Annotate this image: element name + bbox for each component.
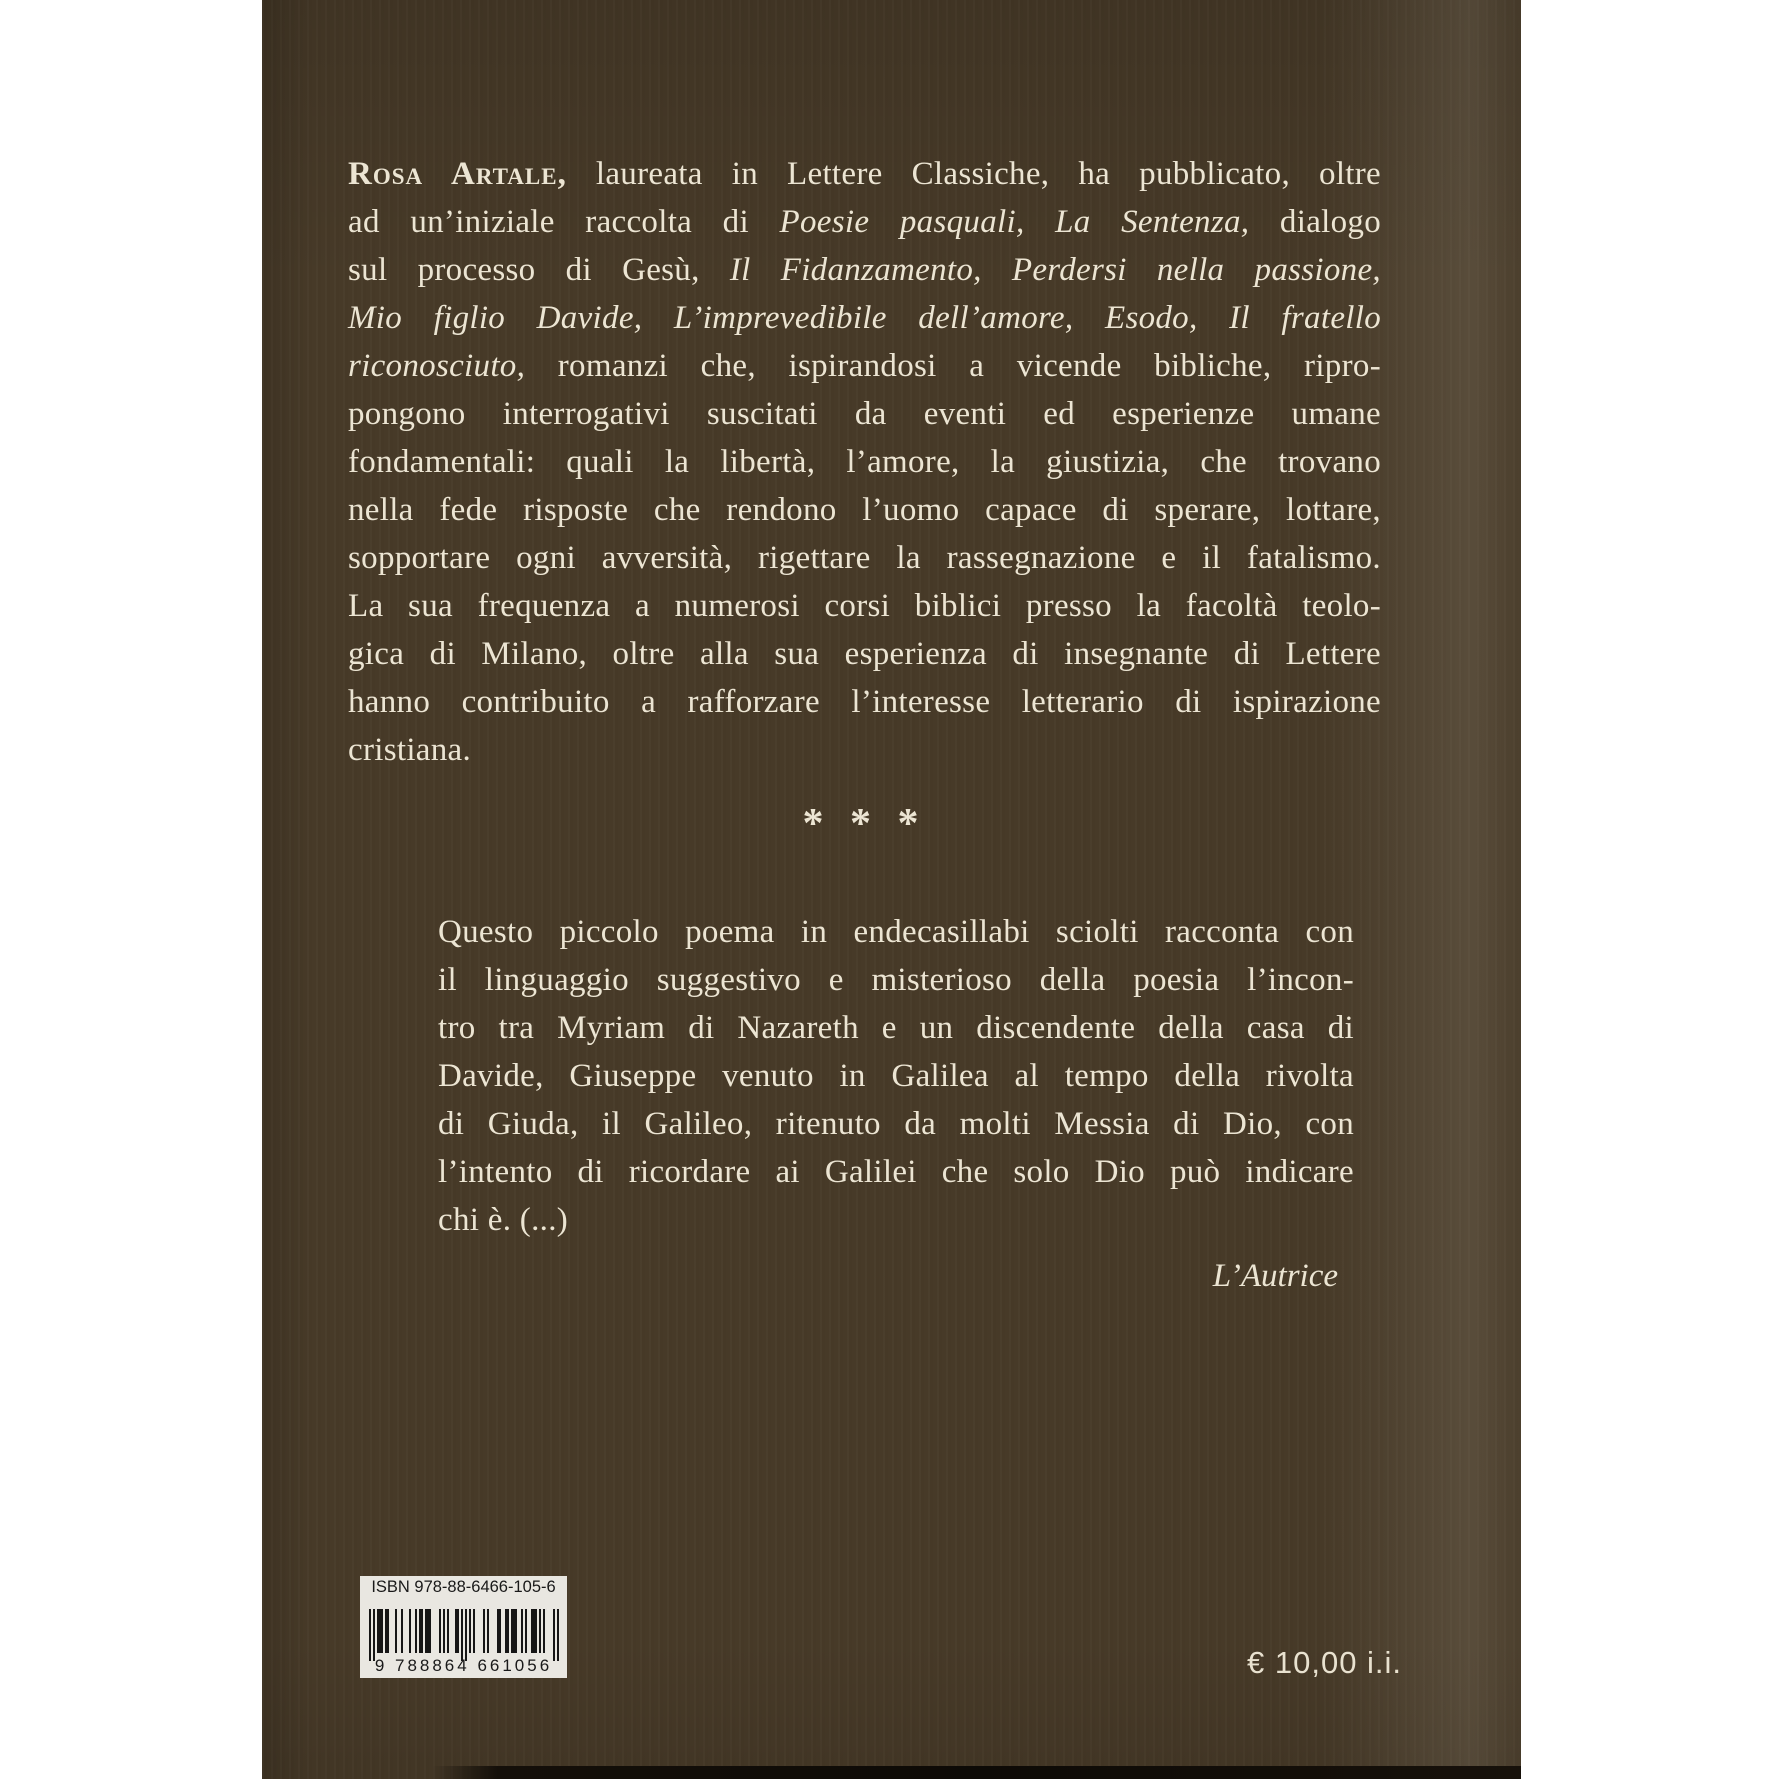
price-label: € 10,00 i.i. bbox=[1247, 1645, 1403, 1680]
text-line: Questo piccolo poema in endecasillabi sciolti racconta con bbox=[438, 914, 1354, 950]
asterisk-separator: * * * bbox=[802, 801, 927, 847]
author-bio-paragraph bbox=[348, 150, 1381, 774]
text-line: pongono interrogativi suscitati da eventi ed esperienze umane bbox=[348, 396, 1381, 432]
text-line: ad un’iniziale raccolta di Poesie pasquali, La Sentenza, dialogo bbox=[348, 204, 1382, 240]
barcode-number: 9 788864 661056 bbox=[374, 1656, 553, 1675]
text-line: nella fede risposte che rendono l’uomo capace di sperare, lottare, bbox=[348, 492, 1381, 528]
text-line: tro tra Myriam di Nazareth e un discendente della casa di bbox=[438, 1010, 1354, 1046]
text-line: sul processo di Gesù, Il Fidanzamento, Perdersi nella passione, bbox=[348, 252, 1381, 288]
barcode-bars bbox=[369, 1609, 559, 1661]
isbn-label: ISBN 978-88-6466-105-6 bbox=[371, 1578, 556, 1596]
text-line: il linguaggio suggestivo e misterioso della poesia l’incon- bbox=[438, 962, 1354, 998]
book-bottom-edge-shadow bbox=[432, 1766, 1521, 1779]
text-line: riconosciuto, romanzi che, ispirandosi a vicende bibliche, ripro- bbox=[348, 348, 1381, 384]
text-line: fondamentali: quali la libertà, l’amore, la giustizia, che trovano bbox=[348, 444, 1381, 480]
book-cover bbox=[262, 0, 1521, 1779]
author-signature: L’Autrice bbox=[1212, 1258, 1338, 1294]
text-line: La sua frequenza a numerosi corsi biblici presso la facoltà teolo- bbox=[348, 588, 1381, 624]
barcode-box bbox=[360, 1576, 567, 1678]
text-line: di Giuda, il Galileo, ritenuto da molti Messia di Dio, con bbox=[438, 1106, 1354, 1142]
synopsis-paragraph bbox=[438, 908, 1354, 1244]
text-line: sopportare ogni avversità, rigettare la rassegnazione e il fatalismo. bbox=[348, 540, 1381, 576]
text-line: cristiana. bbox=[348, 732, 472, 768]
text-line: Mio figlio Davide, L’imprevedibile dell’amore, Esodo, Il fratello bbox=[348, 300, 1381, 336]
text-line: hanno contribuito a rafforzare l’interesse letterario di ispirazione bbox=[348, 684, 1381, 720]
text-line: chi è. (...) bbox=[438, 1202, 569, 1238]
text-line: l’intento di ricordare ai Galilei che solo Dio può indicare bbox=[438, 1154, 1354, 1190]
text-line: Rosa Artale, laureata in Lettere Classiche, ha pubblicato, oltre bbox=[348, 156, 1381, 192]
text-line: gica di Milano, oltre alla sua esperienza di insegnante di Lettere bbox=[348, 636, 1381, 672]
text-line: Davide, Giuseppe venuto in Galilea al tempo della rivolta bbox=[438, 1058, 1354, 1094]
